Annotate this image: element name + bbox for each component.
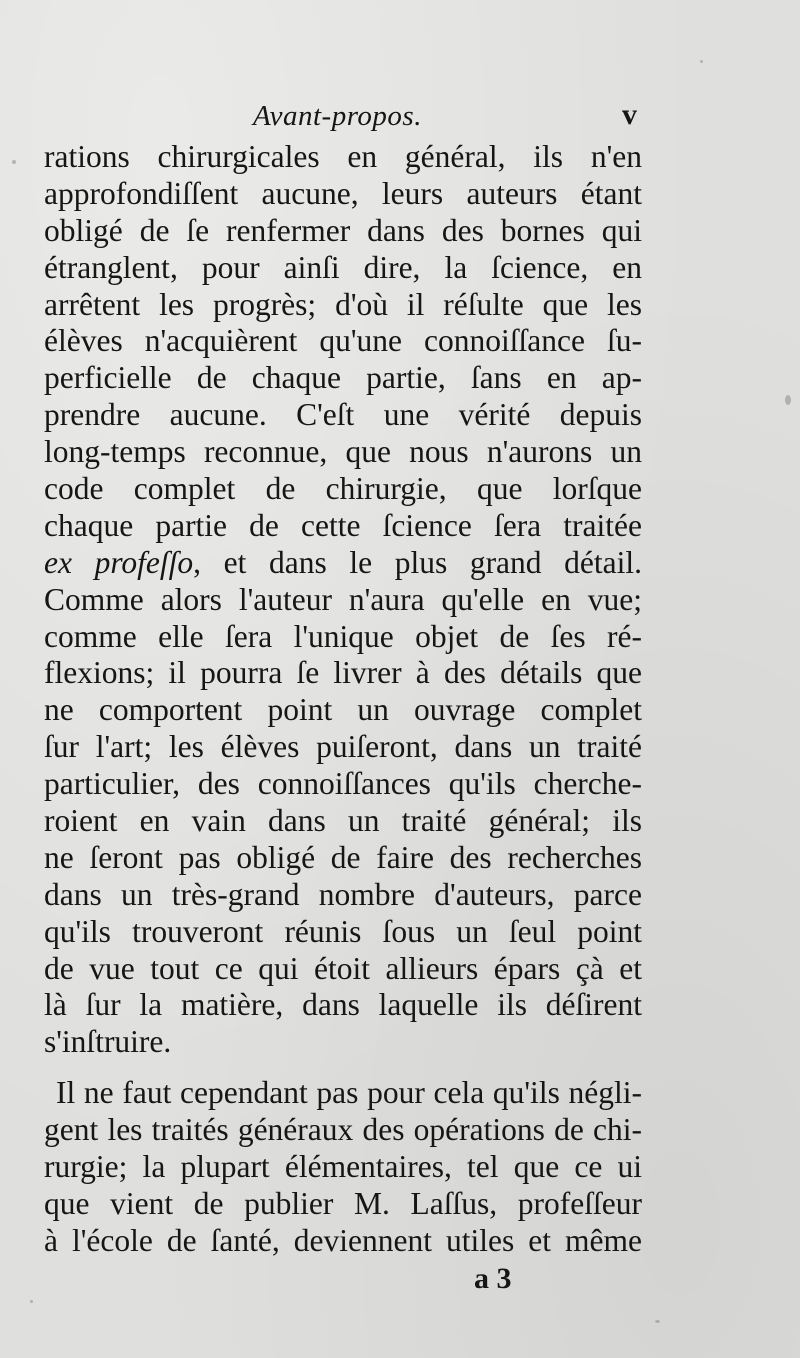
text-line: code complet de chirurgie, que lorſque (44, 471, 642, 507)
text-line: de vue tout ce qui étoit allieurs épars çà et (44, 950, 642, 986)
text-line: étranglent, pour ainſi dire, la ſcience, en (44, 249, 642, 285)
signature-mark: a 3 (474, 1262, 512, 1295)
text-line: ſur l'art; les élèves puiſeront, dans un traité (44, 729, 642, 765)
paper-speck (700, 60, 703, 63)
text-line: flexions; il pourra ſe livrer à des détails que (44, 655, 642, 691)
italic-phrase: ex profeſſo (44, 544, 194, 580)
text-line: ne comportent point un ouvrage complet (44, 692, 642, 728)
text-line: rurgie; la plupart élémentaires, tel que ce ui (44, 1149, 642, 1185)
text-line: prendre aucune. C'eſt une vérité depuis (44, 397, 642, 433)
paper-speck (12, 160, 16, 164)
paper-speck (785, 395, 791, 405)
text-line: roient en vain dans un traité général; ils (44, 803, 642, 839)
running-head: Avant-propos. (253, 100, 422, 132)
text-line: arrêtent les progrès; d'où il réſulte que les (44, 286, 642, 322)
text-line: à l'école de ſanté, deviennent utiles et même (44, 1222, 642, 1258)
text-line: qu'ils trouveront réunis ſous un ſeul point (44, 913, 642, 949)
text-line: comme elle ſera l'unique objet de ſes ré- (44, 618, 642, 654)
text-line: approfondiſſent aucune, leurs auteurs étant (44, 175, 642, 211)
paper-speck (655, 1320, 660, 1323)
text-line: particulier, des connoiſſances qu'ils cherche- (44, 766, 642, 802)
text-line: rations chirurgicales en général, ils n'en (44, 139, 642, 174)
text-line: chaque partie de cette ſcience ſera traitée (44, 507, 642, 543)
text-line: dans un très-grand nombre d'auteurs, parce (44, 876, 642, 912)
text-line-rest: , et dans le plus grand détail. (193, 544, 642, 580)
text-line: Comme alors l'auteur n'aura qu'elle en vue; (44, 581, 642, 617)
page-number: v (622, 98, 637, 131)
paper-speck (30, 1300, 33, 1303)
text-line-with-italic (44, 545, 642, 582)
text-line: là ſur la matière, dans laquelle ils déſirent (44, 987, 642, 1023)
paragraph-gap (44, 1061, 642, 1075)
text-line: long-temps reconnue, que nous n'aurons un (44, 434, 642, 470)
text-line: obligé de ſe renfermer dans des bornes qui (44, 212, 642, 248)
text-line: s'inſtruire. (44, 1024, 172, 1060)
text-line: que vient de publier M. Laſſus, profeſſeur (44, 1185, 642, 1221)
text-line: gent les traités généraux des opérations de chi- (44, 1112, 642, 1148)
text-line: perficielle de chaque partie, ſans en ap- (44, 360, 642, 396)
page-header (0, 96, 800, 136)
text-line: Il ne faut cependant pas pour cela qu'ils négli- (56, 1075, 642, 1111)
text-line: ne ſeront pas obligé de faire des recherches (44, 839, 642, 875)
body-text (44, 139, 642, 1260)
text-line: élèves n'acquièrent qu'une connoiſſance ſu- (44, 323, 642, 359)
